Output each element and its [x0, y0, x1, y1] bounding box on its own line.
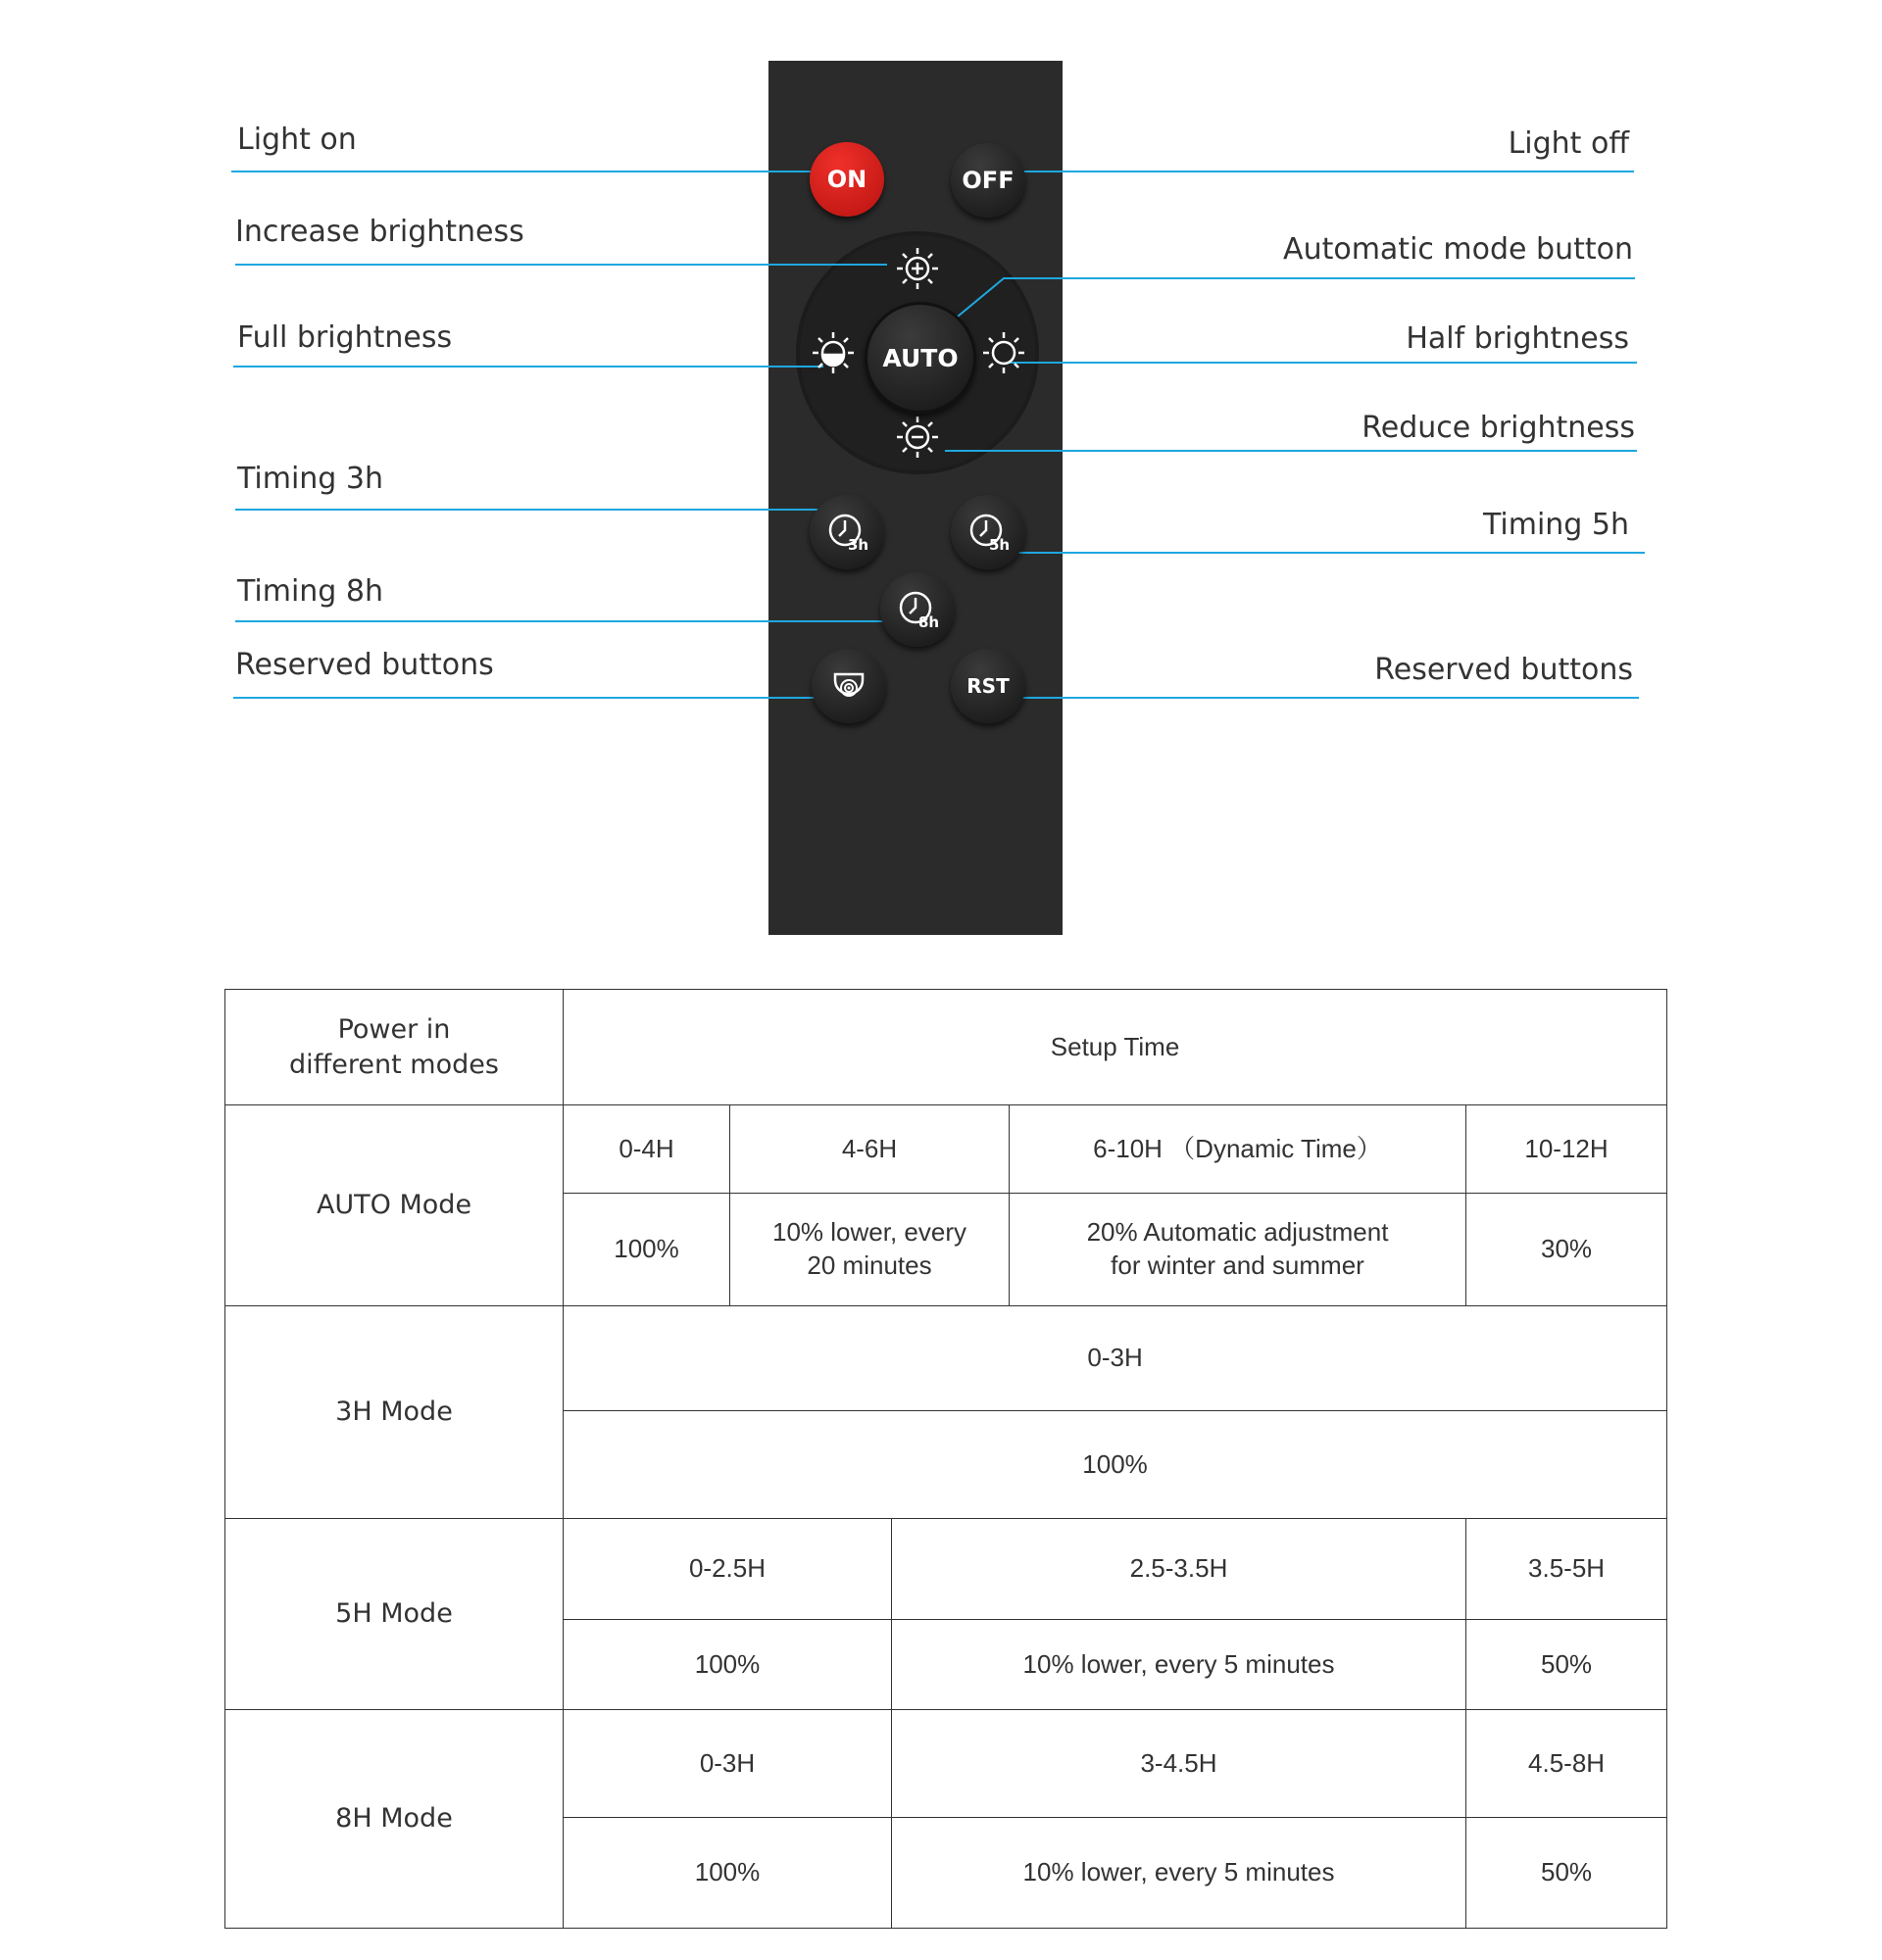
- header-setup-time: Setup Time: [564, 990, 1667, 1105]
- svg-text:8h: 8h: [918, 613, 939, 631]
- header-power-cell: [225, 990, 564, 1105]
- off-button[interactable]: OFF: [951, 143, 1025, 218]
- auto-time-cell: 10-12H: [1466, 1105, 1667, 1194]
- 3h-value-cell: 100%: [564, 1411, 1667, 1519]
- 5h-value-cell: 10% lower, every 5 minutes: [892, 1620, 1466, 1710]
- svg-text:5h: 5h: [989, 536, 1010, 554]
- auto-time-cell: 4-6H: [730, 1105, 1010, 1194]
- clock-3h-icon: [825, 511, 868, 554]
- auto-value-line: for winter and summer: [1111, 1250, 1364, 1280]
- auto-value-line: 10% lower, every: [772, 1217, 966, 1248]
- auto-time-cell: 6-10H （Dynamic Time）: [1010, 1105, 1466, 1194]
- on-button[interactable]: ON: [810, 142, 884, 217]
- label-reduce-brightness: Reduce brightness: [1362, 411, 1635, 445]
- label-reserved-left: Reserved buttons: [235, 648, 494, 682]
- 8h-value-cell: 50%: [1466, 1818, 1667, 1929]
- reserved-sensor-button[interactable]: [812, 649, 886, 723]
- timer-5h-button[interactable]: [951, 495, 1025, 569]
- auto-value-cell: [730, 1194, 1010, 1306]
- label-half-brightness: Half brightness: [1406, 321, 1629, 356]
- label-timing-5h: Timing 5h: [1483, 508, 1629, 542]
- auto-value-cell: 30%: [1466, 1194, 1667, 1306]
- 5h-time-cell: 2.5-3.5H: [892, 1519, 1466, 1620]
- header-power-line2: different modes: [289, 1049, 499, 1080]
- 8h-time-cell: 0-3H: [564, 1710, 892, 1818]
- sensor-icon: [831, 668, 867, 704]
- label-increase-brightness: Increase brightness: [235, 215, 524, 249]
- label-timing-8h: Timing 8h: [237, 574, 383, 609]
- label-light-on: Light on: [237, 122, 357, 157]
- 8h-mode-label: 8H Mode: [225, 1710, 564, 1929]
- label-light-off: Light off: [1508, 126, 1629, 161]
- svg-text:3h: 3h: [848, 536, 868, 554]
- auto-mode-label: AUTO Mode: [225, 1105, 564, 1306]
- 3h-time-cell: 0-3H: [564, 1306, 1667, 1411]
- 8h-value-cell: 100%: [564, 1818, 892, 1929]
- 5h-time-cell: 3.5-5H: [1466, 1519, 1667, 1620]
- 3h-mode-label: 3H Mode: [225, 1306, 564, 1519]
- 8h-value-cell: 10% lower, every 5 minutes: [892, 1818, 1466, 1929]
- auto-time-cell: 0-4H: [564, 1105, 730, 1194]
- mode-table: [224, 989, 1667, 1929]
- clock-5h-icon: [966, 511, 1010, 554]
- rst-button[interactable]: RST: [951, 649, 1025, 723]
- label-automatic-mode-button: Automatic mode button: [1283, 232, 1633, 267]
- 5h-mode-label: 5H Mode: [225, 1519, 564, 1710]
- label-timing-3h: Timing 3h: [237, 462, 383, 496]
- 5h-value-cell: 100%: [564, 1620, 892, 1710]
- auto-value-line: 20% Automatic adjustment: [1086, 1217, 1389, 1248]
- auto-value-cell: [1010, 1194, 1466, 1306]
- auto-button[interactable]: AUTO: [865, 302, 976, 414]
- timer-3h-button[interactable]: [810, 495, 884, 569]
- 8h-time-cell: 3-4.5H: [892, 1710, 1466, 1818]
- auto-value-cell: 100%: [564, 1194, 730, 1306]
- timer-8h-button[interactable]: [880, 572, 955, 647]
- 8h-time-cell: 4.5-8H: [1466, 1710, 1667, 1818]
- label-full-brightness: Full brightness: [237, 320, 453, 355]
- 5h-value-cell: 50%: [1466, 1620, 1667, 1710]
- header-power-line1: Power in: [337, 1014, 451, 1046]
- auto-value-line: 20 minutes: [807, 1250, 932, 1280]
- label-reserved-right: Reserved buttons: [1374, 653, 1633, 687]
- 5h-time-cell: 0-2.5H: [564, 1519, 892, 1620]
- clock-8h-icon: [896, 588, 939, 631]
